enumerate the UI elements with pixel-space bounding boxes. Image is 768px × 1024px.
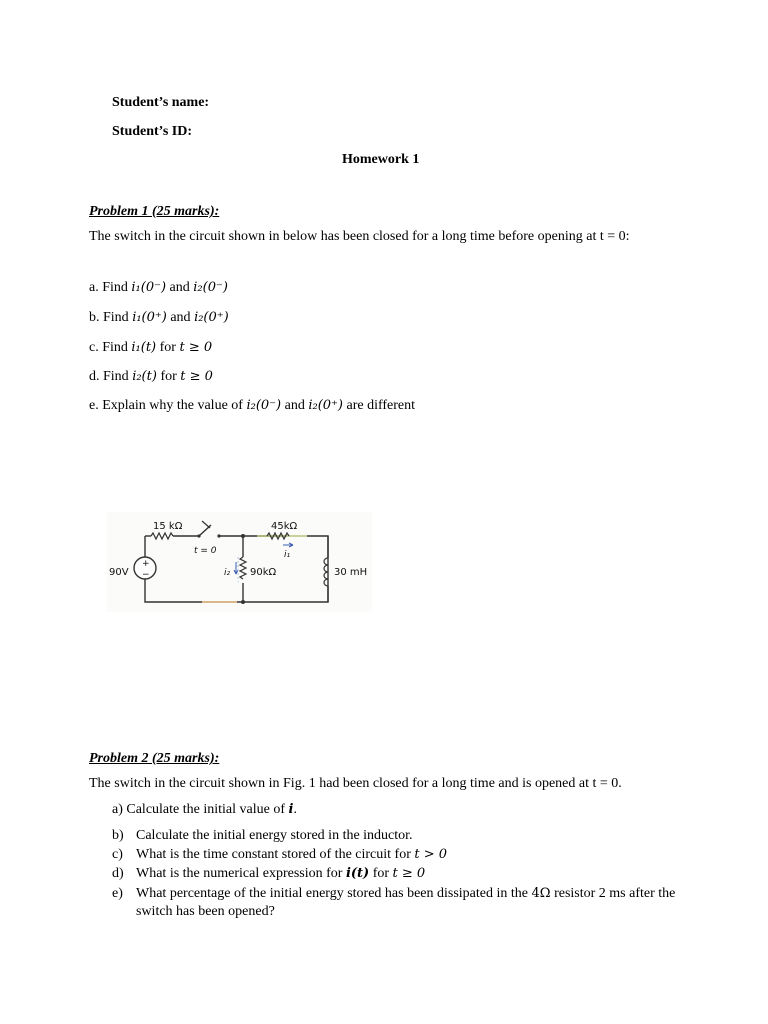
math-expr: i₂(0⁻) (193, 280, 228, 295)
math-expr: i₂(t) (132, 369, 157, 384)
item-text: for (156, 340, 180, 355)
problem-2-item-e-continuation: switch has been opened? (136, 904, 275, 919)
document-title: Homework 1 (342, 152, 420, 167)
label-r3: 90kΩ (250, 567, 277, 578)
problem-1-item-d (89, 369, 213, 385)
node-top (241, 534, 245, 538)
math-expr: i₁(t) (131, 340, 157, 355)
math-expr: i₁(0⁺) (132, 310, 167, 325)
label-r2: 45kΩ (271, 521, 298, 532)
math-expr: t ≥ 0 (392, 866, 426, 881)
item-text: resistor 2 ms after the (550, 886, 676, 901)
label-r1: 15 kΩ (153, 521, 183, 532)
item-text: c. Find (89, 340, 132, 355)
math-expr: i₂(0⁺) (308, 398, 343, 413)
problem-2-item-c (112, 847, 447, 863)
item-text: . (293, 802, 297, 817)
student-id-label: Student’s ID: (112, 124, 192, 139)
item-text: What is the numerical expression for (136, 866, 346, 881)
student-name-label: Student’s name: (112, 95, 210, 110)
problem-1-heading: Problem 1 (25 marks): (89, 204, 220, 219)
item-text: a. Find (89, 280, 132, 295)
math-expr: i (288, 802, 294, 817)
problem-2-heading: Problem 2 (25 marks): (89, 751, 220, 766)
item-text: for (156, 369, 181, 384)
circuit-diagram (107, 512, 372, 612)
problem-2-item-a (112, 802, 297, 818)
problem-1-item-c (89, 340, 212, 356)
item-text: are different (342, 398, 416, 413)
problem-2-item-e (112, 886, 675, 902)
math-expr: t ≥ 0 (180, 369, 213, 384)
problem-2-item-b (112, 828, 413, 844)
math-expr: t ≥ 0 (179, 340, 213, 355)
math-expr: i₁(0⁻) (131, 280, 167, 295)
problem-2-item-d (112, 866, 425, 882)
item-text: b. Find (89, 310, 133, 325)
item-text: d. Find (89, 369, 133, 384)
item-text: Calculate the initial energy stored in the inductor. (136, 828, 413, 843)
problem-1-item-e (89, 398, 415, 414)
item-text: and (166, 280, 194, 295)
math-expr: i₂(0⁻) (246, 398, 282, 413)
item-text: a) Calculate the initial value of (112, 802, 289, 817)
problem-1-intro: The switch in the circuit shown in below has been closed for a long time before opening at t = 0: (89, 229, 630, 244)
item-text: What percentage of the initial energy stored has been dissipated in the (136, 886, 532, 901)
math-expr: i(t) (345, 866, 370, 881)
label-i2: i₂ (224, 568, 231, 578)
label-source-minus: − (142, 570, 150, 580)
math-expr: t > 0 (414, 847, 448, 862)
item-text: and (166, 310, 195, 325)
item-text: and (281, 398, 309, 413)
problem-2-intro: The switch in the circuit shown in Fig. 1 had been closed for a long time and is opened at t = 0. (89, 776, 622, 791)
item-text: e. Explain why the value of (89, 398, 247, 413)
label-switch-time: t = 0 (194, 546, 217, 556)
item-label: b) (112, 828, 124, 843)
item-label: d) (112, 866, 124, 881)
label-inductor: 30 mH (334, 567, 368, 578)
item-text: for (369, 866, 393, 881)
problem-1-item-a (89, 280, 228, 296)
item-label: c) (112, 847, 123, 862)
label-source: 90V (109, 567, 129, 578)
label-source-plus: + (142, 559, 150, 569)
item-label: e) (112, 886, 123, 901)
math-expr: 4Ω (531, 886, 551, 901)
math-expr: i₂(0⁺) (194, 310, 229, 325)
node-bottom (241, 600, 245, 604)
item-text: What is the time constant stored of the circuit for (136, 847, 415, 862)
problem-1-item-b (89, 310, 229, 326)
label-i1: i₁ (284, 550, 291, 560)
